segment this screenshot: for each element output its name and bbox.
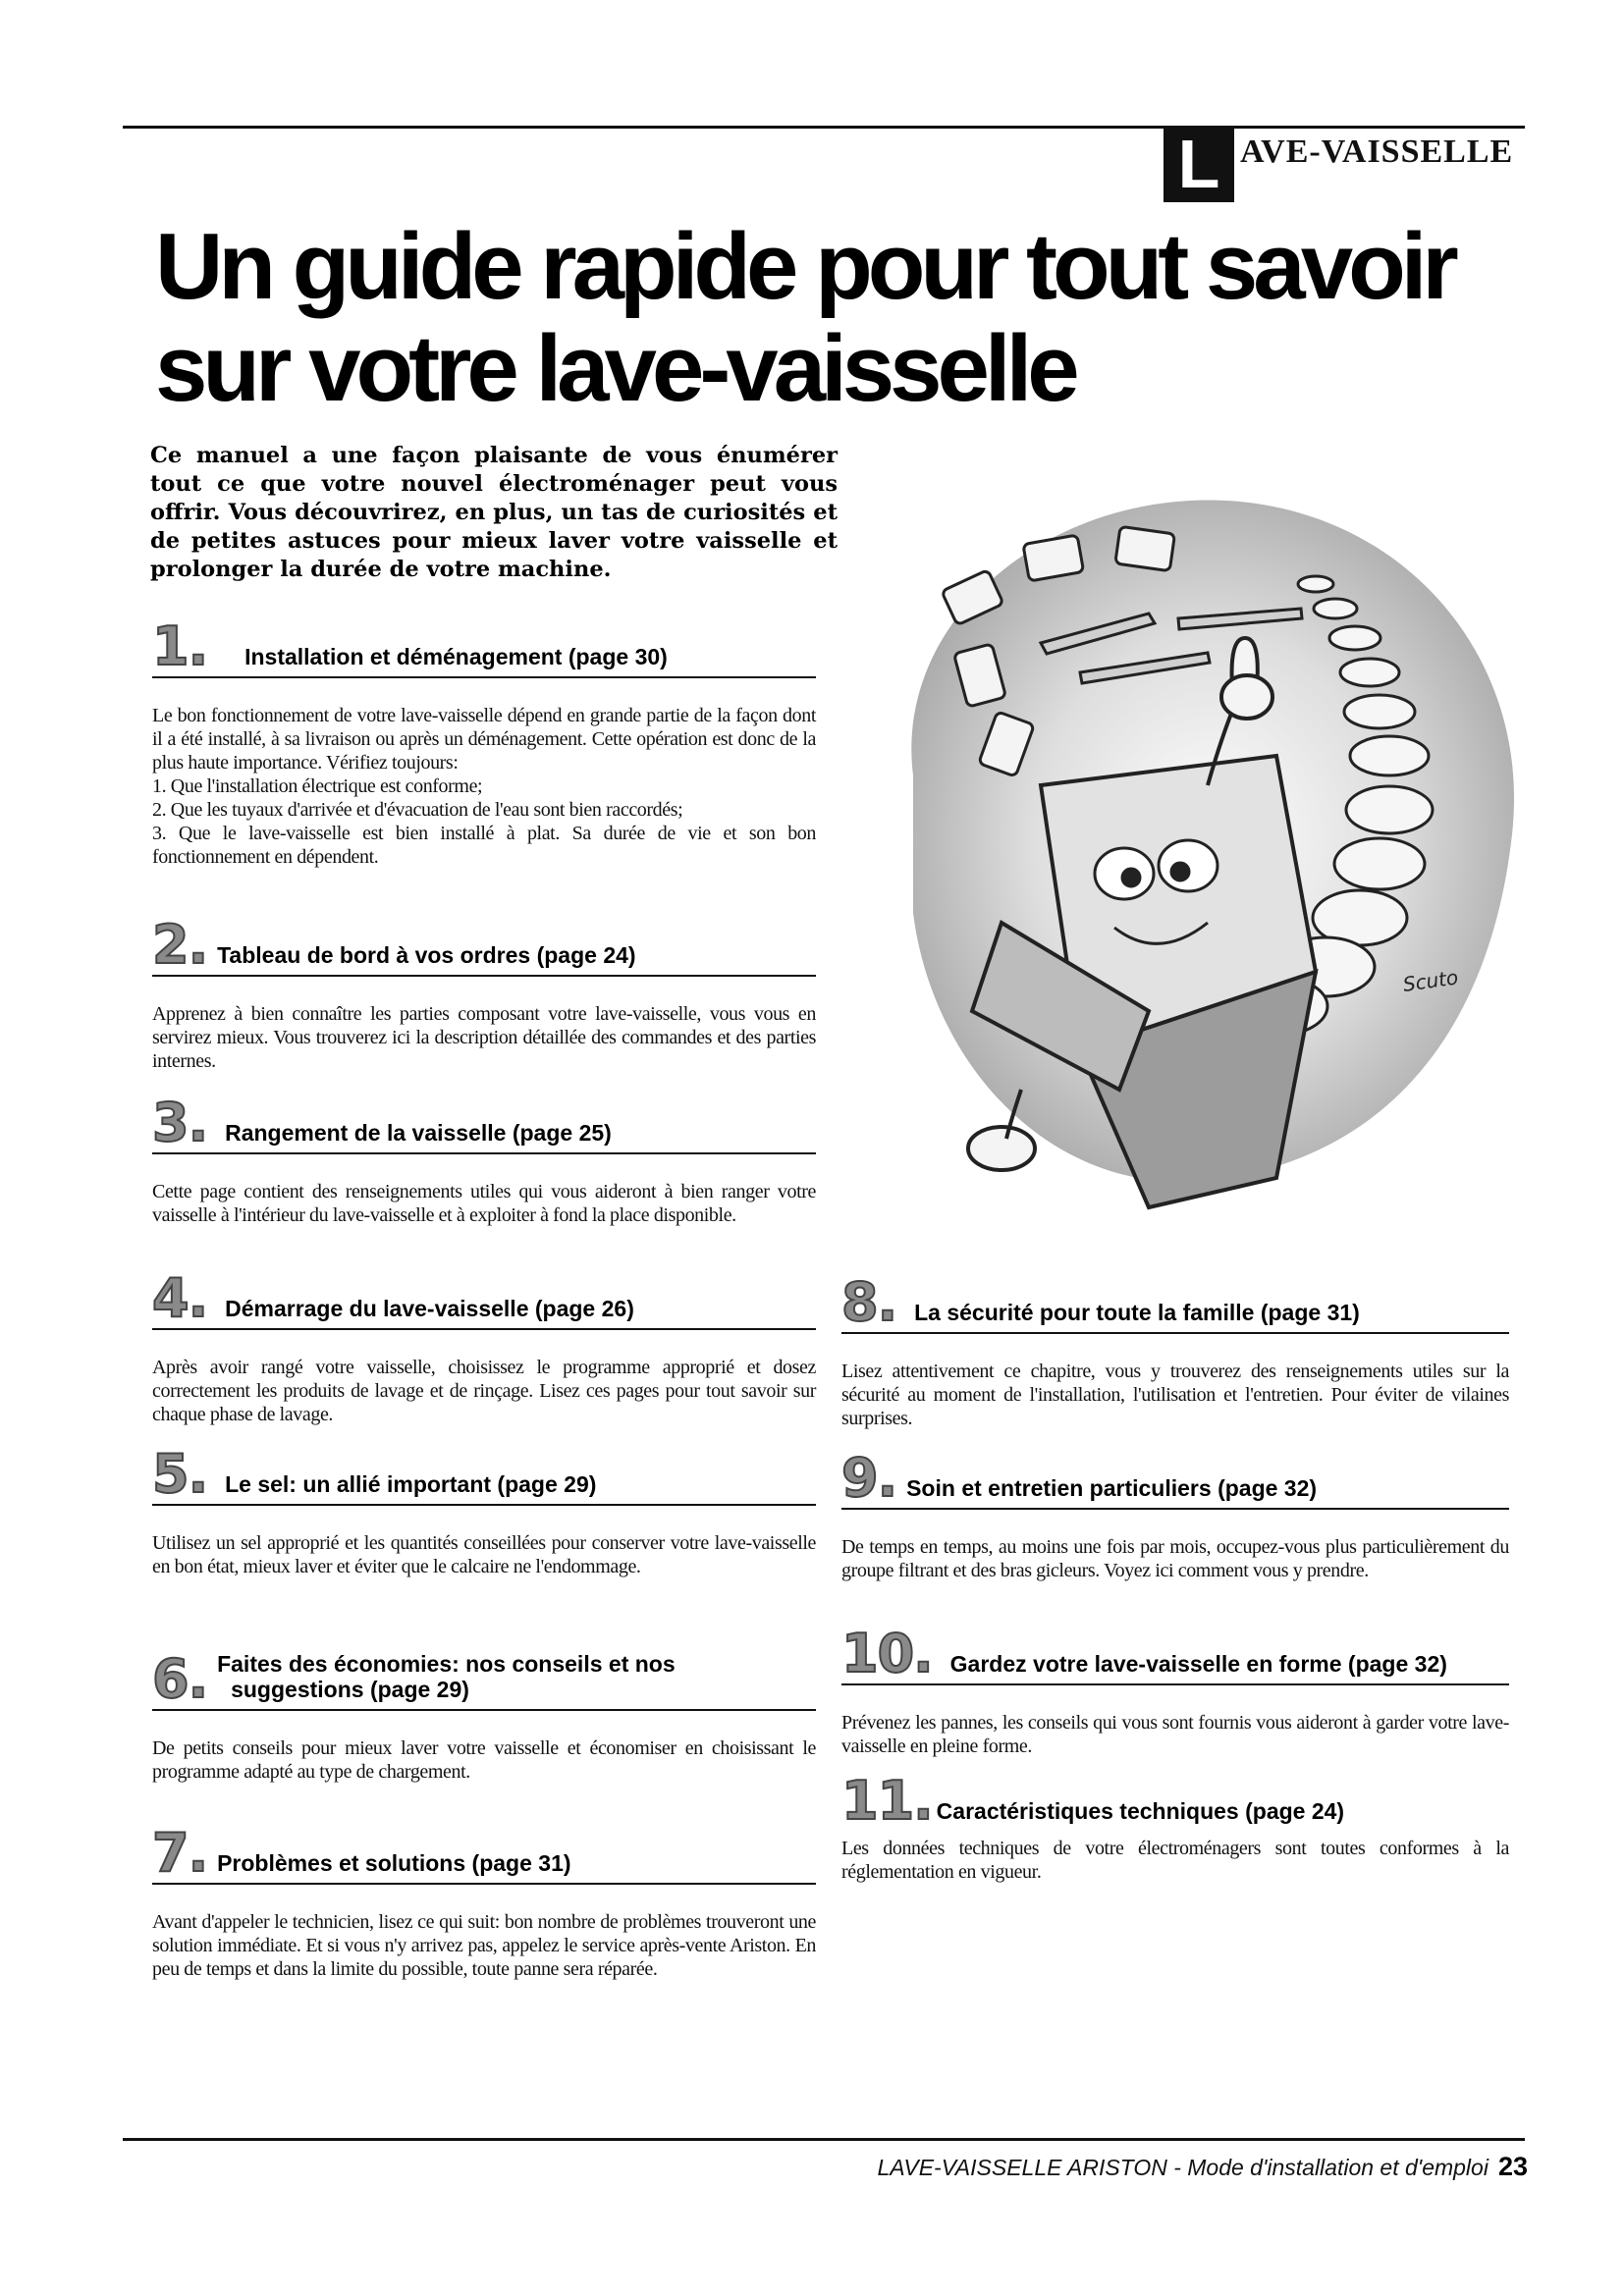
- intro-paragraph: Ce manuel a une façon plaisante de vous énumérer tout ce que votre nouvel électroménager peut vous offrir. Vous découvrirez, en plus, un tas de curiosités et de petites astuces pour mieux laver votre vaisselle et prolonger la durée de votre machine.: [150, 443, 838, 582]
- section-5-title: Le sel: un allié important (page 29): [225, 1471, 597, 1497]
- section-8-number: 8.: [841, 1271, 897, 1333]
- illustration-signature: Scuto: [1401, 965, 1460, 996]
- section-7-heading: [152, 1822, 816, 1885]
- section-1-list-item-2: 2. Que les tuyaux d'arrivée et d'évacuation de l'eau sont bien raccordés;: [152, 799, 683, 821]
- section-7-body: Avant d'appeler le technicien, lisez ce qui suit: bon nombre de problèmes trouveront une solution immédiate. Et si vous n'y arrivez pas, appelez le service après-vente Ariston. En peu de temps et dans la limite du possible, toute panne sera réparée.: [152, 1911, 816, 1980]
- section-7-title: Problèmes et solutions (page 31): [217, 1850, 571, 1876]
- section-11-body: Les données techniques de votre électroménagers sont toutes conformes à la réglementation en vigueur.: [841, 1838, 1509, 1883]
- section-5-heading: [152, 1443, 816, 1506]
- section-8: [841, 1271, 1509, 1430]
- section-11-number: 11.: [841, 1770, 933, 1832]
- section-10-heading: [841, 1623, 1509, 1685]
- section-5-number: 5.: [152, 1443, 208, 1505]
- section-1-title: Installation et déménagement (page 30): [244, 644, 668, 669]
- section-9-heading: [841, 1447, 1509, 1510]
- section-1-list-item-1: 1. Que l'installation électrique est conforme;: [152, 775, 483, 797]
- section-8-heading: [841, 1271, 1509, 1334]
- section-8-body: Lisez attentivement ce chapitre, vous y trouverez des renseignements utiles sur la sécurité au moment de l'installation, l'utilisation et l'entretien. Pour éviter de vilaines surprises.: [841, 1361, 1509, 1429]
- section-3-heading: [152, 1092, 816, 1154]
- section-9-number: 9.: [841, 1447, 897, 1509]
- section-tag: [1164, 126, 1513, 202]
- section-1-list-item-3: 3. Que le lave-vaisselle est bien installé à plat. Sa durée de vie et son bon fonctionnement en dépendent.: [152, 823, 816, 868]
- section-7-number: 7.: [152, 1822, 208, 1884]
- section-2-title: Tableau de bord à vos ordres (page 24): [217, 942, 636, 968]
- section-4-body: Après avoir rangé votre vaisselle, choisissez le programme approprié et dosez correctement les produits de lavage et de rinçage. Lisez ces pages pour tout savoir sur chaque phase de lavage.: [152, 1357, 816, 1425]
- section-6-heading: [152, 1648, 816, 1711]
- section-4-title: Démarrage du lave-vaisselle (page 26): [225, 1296, 634, 1321]
- section-1-number: 1.: [152, 615, 208, 677]
- page-number: 23: [1497, 2152, 1528, 2181]
- section-3: [152, 1092, 816, 1227]
- section-2: [152, 914, 816, 1073]
- section-11: [841, 1770, 1509, 1884]
- section-6-body: De petits conseils pour mieux laver votre vaisselle et économiser en choisissant le programme adapté au type de chargement.: [152, 1737, 816, 1783]
- section-6-title-line-2: suggestions (page 29): [231, 1677, 469, 1702]
- section-4: [152, 1267, 816, 1426]
- section-11-heading: [841, 1770, 1509, 1832]
- page-title-line-2: sur votre lave-vaisselle: [155, 316, 1075, 421]
- section-8-title: La sécurité pour toute la famille (page 31): [914, 1300, 1360, 1325]
- section-9-body: De temps en temps, au moins une fois par mois, occupez-vous plus particulièrement du groupe filtrant et des bras gicleurs. Voyez ici comment vous y prendre.: [841, 1536, 1509, 1581]
- section-10-title: Gardez votre lave-vaisselle en forme (page 32): [949, 1651, 1447, 1677]
- page-title-line-1: Un guide rapide pour tout savoir: [155, 214, 1454, 319]
- section-11-title: Caractéristiques techniques (page 24): [936, 1798, 1345, 1824]
- footer-text: LAVE-VAISSELLE ARISTON - Mode d'installation et d'emploi: [877, 2155, 1489, 2180]
- section-6-title: [217, 1651, 767, 1702]
- section-4-number: 4.: [152, 1267, 208, 1329]
- section-1-text: Le bon fonctionnement de votre lave-vaisselle dépend en grande partie de la façon dont il a été installé, à sa livraison ou après un déménagement. Cette opération est donc de la plus haute importance. Vérifiez toujours:: [152, 705, 816, 774]
- section-2-heading: [152, 914, 816, 977]
- section-6-title-line-1: Faites des économies: nos conseils et nos: [217, 1651, 676, 1677]
- section-5-body: Utilisez un sel approprié et les quantités conseillées pour conserver votre lave-vaisselle en bon état, mieux laver et éviter que le calcaire ne l'endommage.: [152, 1532, 816, 1577]
- section-7: [152, 1822, 816, 1981]
- section-1-heading: [152, 615, 816, 678]
- section-10-number: 10.: [841, 1623, 933, 1684]
- section-1: [152, 615, 816, 869]
- section-10: [841, 1623, 1509, 1758]
- section-tag-letter: L: [1164, 126, 1234, 202]
- section-3-body: Cette page contient des renseignements utiles qui vous aideront à bien ranger votre vaisselle à l'intérieur du lave-vaisselle et à exploiter à fond la place disponible.: [152, 1181, 816, 1226]
- section-9: [841, 1447, 1509, 1582]
- section-9-title: Soin et entretien particuliers (page 32): [906, 1475, 1318, 1501]
- section-6: [152, 1648, 816, 1784]
- section-3-number: 3.: [152, 1092, 208, 1153]
- section-5: [152, 1443, 816, 1578]
- section-1-body: [152, 704, 816, 869]
- section-4-heading: [152, 1267, 816, 1330]
- bottom-rule: [123, 2138, 1525, 2141]
- section-10-body: Prévenez les pannes, les conseils qui vous sont fournis vous aideront à garder votre lave-vaisselle en pleine forme.: [841, 1712, 1509, 1757]
- section-3-title: Rangement de la vaisselle (page 25): [225, 1120, 612, 1146]
- section-2-number: 2.: [152, 914, 208, 976]
- section-tag-word: AVE-VAISSELLE: [1240, 133, 1514, 170]
- section-6-number: 6.: [152, 1648, 208, 1710]
- page-title: [155, 216, 1530, 420]
- dishwasher-cartoon-illustration: [854, 461, 1532, 1256]
- page-footer: [878, 2152, 1528, 2182]
- section-2-body: Apprenez à bien connaître les parties composant votre lave-vaisselle, vous vous en servirez mieux. Vous trouverez ici la description détaillée des commandes et des parties internes.: [152, 1003, 816, 1072]
